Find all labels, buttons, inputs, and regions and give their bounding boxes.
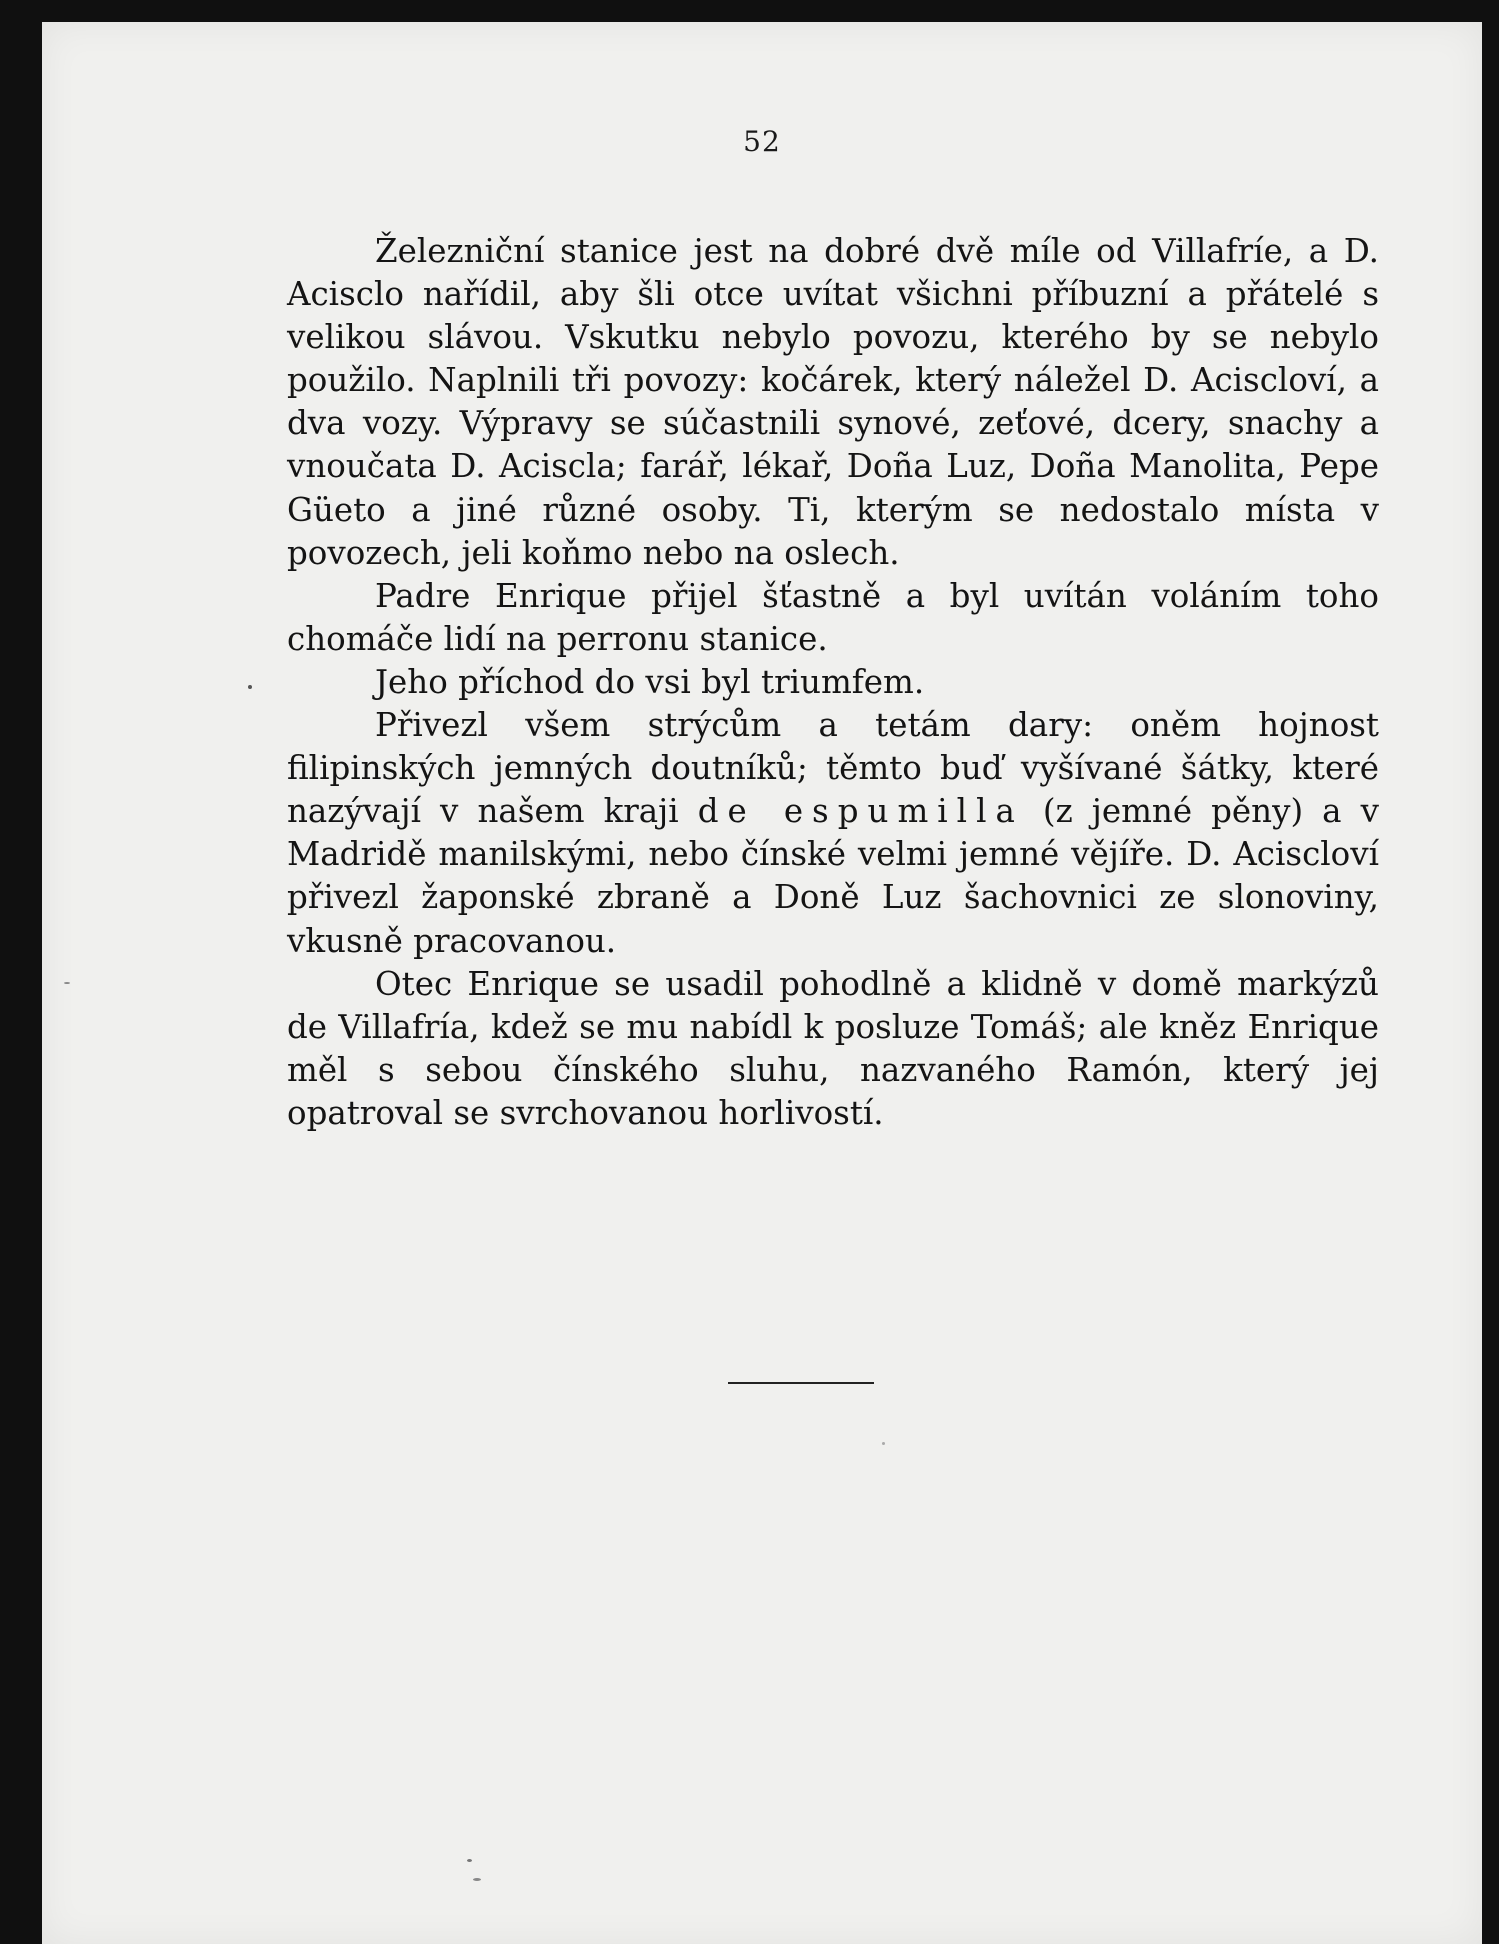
paragraph	[287, 575, 1379, 661]
paragraph-text: Železniční stanice jest na dobré dvě míle od Villafríe, a D. Acisclo nařídil, aby šli otce uvítat všichni příbuzní a přátelé s velikou slávou. Vskutku nebylo povozu, kterého by se nebylo použilo. Naplnili tři povozy: kočárek, který náležel D. Aciscloví, a dva vozy. Výpravy se súčastnili synové, zeťové, dcery, snachy a vnoučata D. Aciscla; farář, lékař, Doña Luz, Doña Manolita, Pepe Güeto a jiné různé osoby. Ti, kterým se nedostalo místa v povozech, jeli koňmo nebo na oslech.	[287, 232, 1379, 572]
page-number: 52	[743, 125, 781, 158]
paragraph-text: Přivezl všem strýcům a tetám dary: oněm hojnost filipinských jemných doutníků; těmto buď vyšívané šátky, které nazývají v našem kraji	[287, 706, 1379, 831]
scan-speck	[467, 1859, 472, 1862]
paragraph-text: (z jemné pěny) a v Madridě manilskými, nebo čínské velmi jemné vějíře. D. Aciscloví přivezl žaponské zbraně a Doně Luz šachovnici ze slonoviny, vkusně pracovanou.	[287, 792, 1379, 960]
end-rule	[728, 1382, 874, 1384]
body-text	[287, 230, 1379, 1135]
paragraph	[287, 963, 1379, 1135]
paragraph-text: Padre Enrique přijel šťastně a byl uvítán voláním toho chomáče lidí na perronu stanice.	[287, 576, 1379, 658]
spaced-phrase: de espumilla	[697, 792, 1024, 831]
scan-speck	[64, 982, 70, 984]
scan-speck	[882, 1442, 885, 1445]
scan-speck	[473, 1878, 481, 1881]
paragraph	[287, 704, 1379, 963]
paragraph	[287, 230, 1379, 575]
paragraph-text: Jeho příchod do vsi byl triumfem.	[375, 662, 925, 701]
paragraph-text: Otec Enrique se usadil pohodlně a klidně v domě markýzů de Villafría, kdež se mu nabídl k posluze Tomáš; ale kněz Enrique měl s sebou čínského sluhu, nazvaného Ramón, který jej opatroval se svrchovanou horlivostí.	[287, 964, 1379, 1132]
scan-speck	[248, 685, 252, 689]
paragraph	[287, 661, 1379, 704]
book-page	[42, 22, 1482, 1944]
